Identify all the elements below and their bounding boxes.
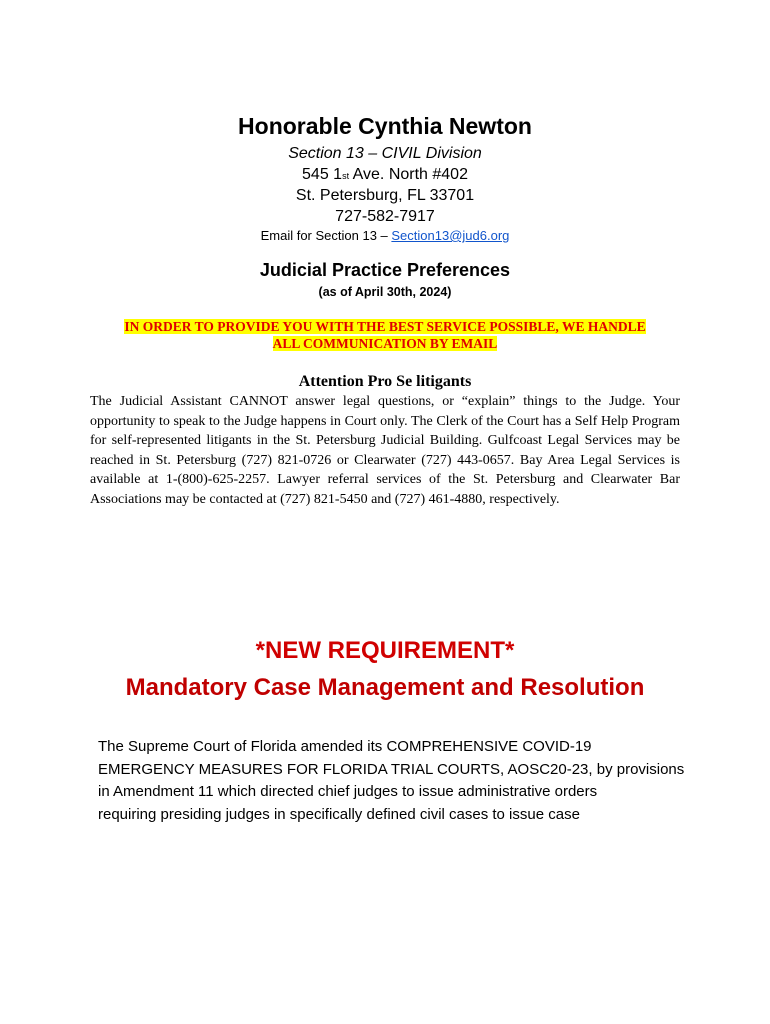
preferences-date: (as of April 30th, 2024) [318,285,452,299]
phone-number: 727-582-7917 [335,207,435,225]
case-management-title: Mandatory Case Management and Resolution [125,674,645,701]
pro-se-heading: Attention Pro Se litigants [298,373,472,390]
body-line: The Supreme Court of Florida amended its COMPREHENSIVE COVID-19 [98,738,592,755]
body-line: in Amendment 11 which directed chief judges to issue administrative orders [98,783,598,800]
address-street: Ave. North #402 [349,165,468,183]
preferences-title: Judicial Practice Preferences [259,260,511,280]
body-line: EMERGENCY MEASURES FOR FLORIDA TRIAL COURTS, AOSC20-23, by provisions [98,760,685,778]
email-label: Email for Section 13 – [260,228,392,243]
section-division: Section 13 – CIVIL Division [288,145,482,162]
email-link[interactable]: Section13@jud6.org [391,228,510,243]
requirement-body [98,736,688,826]
address-ordinal-suffix: st [342,170,350,181]
notice-line-1: IN ORDER TO PROVIDE YOU WITH THE BEST SERVICE POSSIBLE, WE HANDLE [124,319,646,334]
judge-header [0,112,770,245]
email-notice [80,318,690,352]
new-requirement-banner: *NEW REQUIREMENT* [255,637,515,664]
address-number: 545 1 [302,165,343,183]
email-line [0,227,770,245]
body-line: requiring presiding judges in specifically defined civil cases to issue case [98,805,580,823]
city-state-zip: St. Petersburg, FL 33701 [295,187,475,204]
judge-name: Honorable Cynthia Newton [238,113,532,139]
pro-se-text: The Judicial Assistant CANNOT answer legal questions, or “explain” things to the Judge. Your opportunity to speak to the Judge happens in Court only. The Clerk of the Court has a Self Help Program for self-represented litigants in the St. Petersburg Judicial Building. Gulfcoast Legal Services may be reached in St. Petersburg (727) 821-0726 or Clearwater (727) 443-0657. Bay Area Legal Services is available at 1-(800)-625-2257. Lawyer referral services of the St. Petersburg and Clearwater Bar Associations may be contacted at (727) 821-5450 and (727) 461-4880, respectively. [90,394,680,507]
street-address [0,165,770,187]
notice-line-2: ALL COMMUNICATION BY EMAIL [272,336,498,351]
